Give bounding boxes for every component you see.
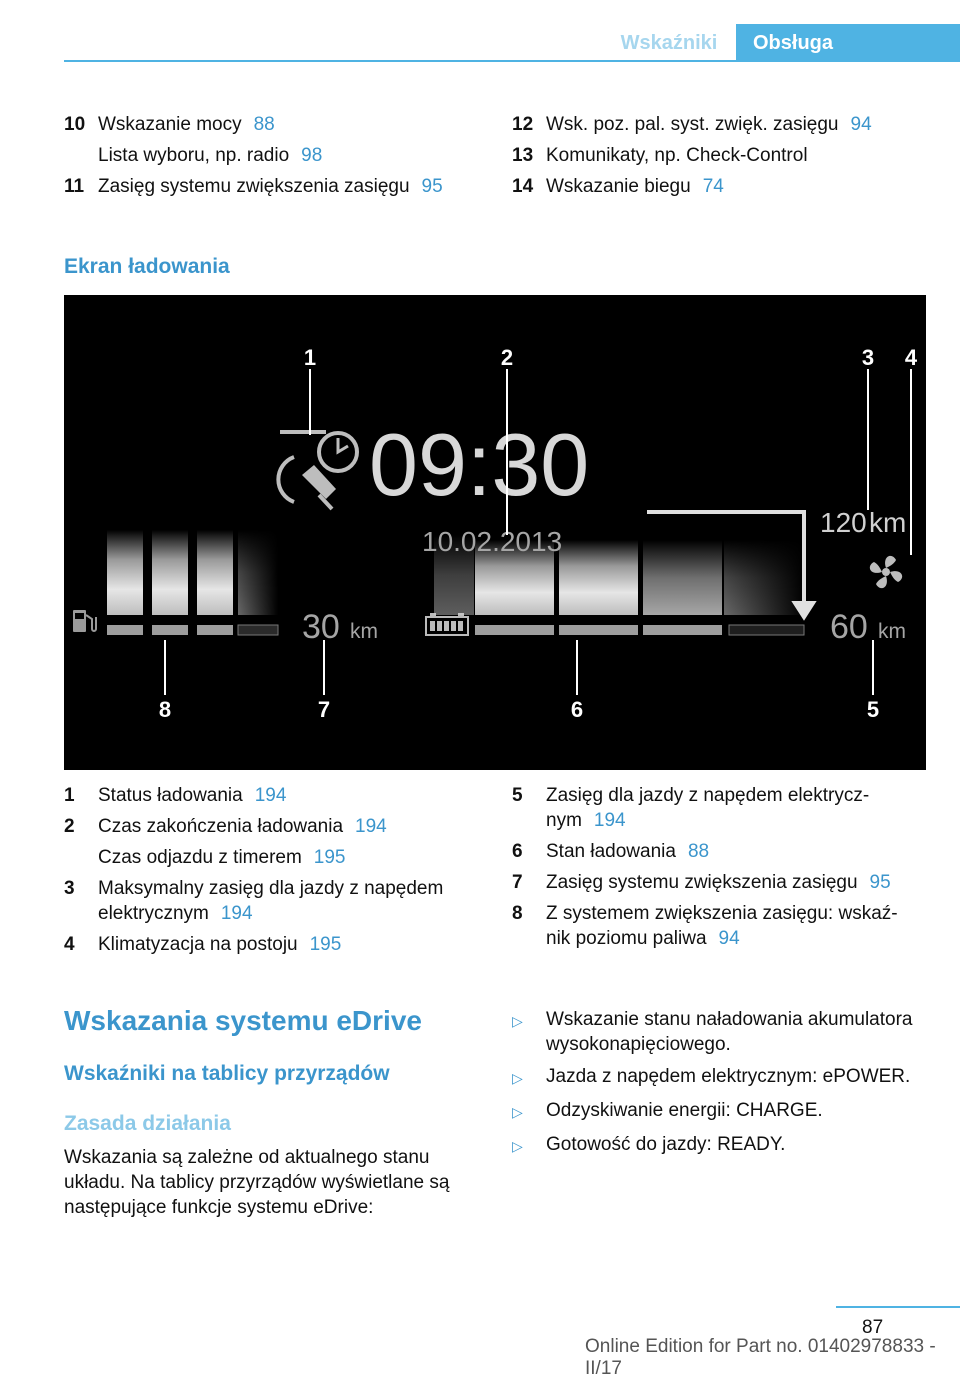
list-item <box>64 174 484 199</box>
page-ref-link[interactable]: 194 <box>593 810 626 831</box>
list-item <box>512 1007 932 1057</box>
list-item <box>512 1098 932 1125</box>
list-item <box>64 845 484 870</box>
bullet-text: Jazda z napędem elektrycznym: ePOWER. <box>546 1066 911 1087</box>
charging-status-icon <box>278 432 357 509</box>
max-range-unit: km <box>869 507 907 538</box>
triangle-bullet-icon: ▷ <box>512 1013 523 1029</box>
item-text: Lista wyboru, np. radio <box>98 145 290 166</box>
item-number <box>64 143 98 168</box>
item-number <box>64 845 98 870</box>
footer-rule <box>836 1306 960 1308</box>
bullet-text: Odzyskiwanie energii: CHARGE. <box>546 1100 823 1121</box>
bullet-text: Wskazanie stanu naładowania akumulatora wysokonapięciowego. <box>546 1009 913 1055</box>
item-number: 10 <box>64 114 86 135</box>
list-item <box>64 112 484 137</box>
list-item <box>512 1064 932 1091</box>
page-ref-link[interactable]: 194 <box>355 816 387 837</box>
list-item <box>64 143 484 168</box>
legend-left-list <box>64 783 484 963</box>
subsection-heading: Zasada działania <box>64 1112 231 1135</box>
callout-3: 3 <box>861 345 875 370</box>
triangle-bullet-icon: ▷ <box>512 1070 523 1086</box>
list-item <box>512 174 932 199</box>
max-range-value: 120 <box>820 507 867 538</box>
triangle-bullet-icon: ▷ <box>512 1104 523 1120</box>
electric-range-value: 60 <box>830 608 868 646</box>
edition-note: Online Edition for Part no. 01402978833 - II/17 <box>585 1336 936 1379</box>
item-number: 14 <box>512 176 534 197</box>
item-text: Zasięg systemu zwiększenia zasięgu <box>546 872 858 893</box>
item-text: nym <box>546 810 582 831</box>
item-text: Komunikaty, np. Check-Control <box>546 145 808 166</box>
section-title: Ekran ładowania <box>64 255 230 278</box>
header-rule <box>64 60 960 62</box>
callout-7: 7 <box>317 697 331 722</box>
fuel-pump-icon <box>73 610 96 632</box>
page-ref-link[interactable]: 88 <box>253 114 275 135</box>
callout-8: 8 <box>158 697 172 722</box>
list-item <box>512 839 932 864</box>
item-number: 12 <box>512 114 534 135</box>
fan-icon <box>870 556 902 588</box>
legend-right-list <box>512 783 932 957</box>
fuel-range-bars <box>107 530 278 635</box>
section-heading: Wskaźniki na tablicy przyrządów <box>64 1062 390 1085</box>
page-ref-link[interactable]: 95 <box>869 872 891 893</box>
page-ref-link[interactable]: 74 <box>702 176 724 197</box>
top-right-list <box>512 112 932 205</box>
page-ref-link[interactable]: 95 <box>421 176 443 197</box>
body-paragraph: Wskazania są zależne od aktualnego stanu układu. Na tablicy przyrządów wyświetlane są następujące funkcje systemu eDrive: <box>64 1147 450 1218</box>
item-text: Z systemem zwiększenia zasięgu: wskaź- <box>546 903 898 924</box>
callout-1: 1 <box>303 345 317 370</box>
cluster-svg <box>64 295 926 770</box>
list-item <box>64 814 484 839</box>
list-item <box>64 783 484 808</box>
electric-range-unit: km <box>878 620 906 643</box>
list-item <box>512 143 932 168</box>
item-text: Zasięg dla jazdy z napędem elektrycz- <box>546 785 870 806</box>
item-number: 7 <box>512 872 523 893</box>
triangle-bullet-icon: ▷ <box>512 1138 523 1154</box>
header-tab-obsluga[interactable]: Obsługa <box>736 24 960 62</box>
page-ref-link[interactable]: 195 <box>313 847 346 868</box>
item-number: 5 <box>512 785 523 806</box>
callout-2: 2 <box>500 345 514 370</box>
clock-date: 10.02.2013 <box>422 526 563 557</box>
callout-5: 5 <box>866 697 880 722</box>
list-item <box>512 1132 932 1159</box>
header-tab-wskazniki[interactable]: Wskaźniki <box>620 32 718 54</box>
item-text: Klimatyzacja na postoju <box>98 934 298 955</box>
item-text: Wsk. poz. pal. syst. zwięk. zasięgu <box>546 114 839 135</box>
page-ref-link[interactable]: 94 <box>718 928 740 949</box>
top-left-list <box>64 112 484 205</box>
callout-4: 4 <box>904 345 918 370</box>
page-ref-link[interactable]: 194 <box>254 785 287 806</box>
list-item <box>512 870 932 895</box>
item-text: elektrycznym <box>98 903 209 924</box>
item-text: Czas zakończenia ładowania <box>98 816 344 837</box>
clock-time: 09:30 <box>369 415 590 514</box>
page-ref-link[interactable]: 195 <box>309 934 342 955</box>
item-text: Zasięg systemu zwiększenia zasięgu <box>98 176 410 197</box>
list-item <box>64 932 484 957</box>
bullet-text: Gotowość do jazdy: READY. <box>546 1134 786 1155</box>
list-item <box>512 901 932 951</box>
item-number: 8 <box>512 903 523 924</box>
page-number: 87 <box>862 1317 884 1338</box>
page-ref-link[interactable]: 88 <box>687 841 710 862</box>
page-ref-link[interactable]: 98 <box>301 145 323 166</box>
instrument-cluster-image <box>64 295 926 770</box>
item-number: 2 <box>64 816 75 837</box>
edrive-bullet-list <box>512 1007 932 1166</box>
item-text: nik poziomu paliwa <box>546 928 707 949</box>
chapter-heading: Wskazania systemu eDrive <box>64 1005 422 1036</box>
item-number: 13 <box>512 145 534 166</box>
item-text: Wskazanie biegu <box>546 176 691 197</box>
item-text: Maksymalny zasięg dla jazdy z napędem <box>98 878 444 899</box>
item-number: 1 <box>64 785 75 806</box>
page-ref-link[interactable]: 94 <box>850 114 872 135</box>
fuel-range-unit: km <box>350 620 378 643</box>
item-number: 11 <box>64 176 85 197</box>
callout-6: 6 <box>570 697 584 722</box>
page-ref-link[interactable]: 194 <box>220 903 253 924</box>
battery-icon <box>426 613 468 635</box>
list-item <box>512 112 932 137</box>
item-number: 3 <box>64 878 75 899</box>
fuel-range-value: 30 <box>302 608 340 646</box>
list-item <box>64 876 484 926</box>
item-number: 4 <box>64 934 75 955</box>
item-number: 6 <box>512 841 523 862</box>
item-text: Status ładowania <box>98 785 243 806</box>
item-text: Stan ładowania <box>546 841 676 862</box>
list-item <box>512 783 932 833</box>
item-text: Wskazanie mocy <box>98 114 242 135</box>
item-text: Czas odjazdu z timerem <box>98 847 302 868</box>
